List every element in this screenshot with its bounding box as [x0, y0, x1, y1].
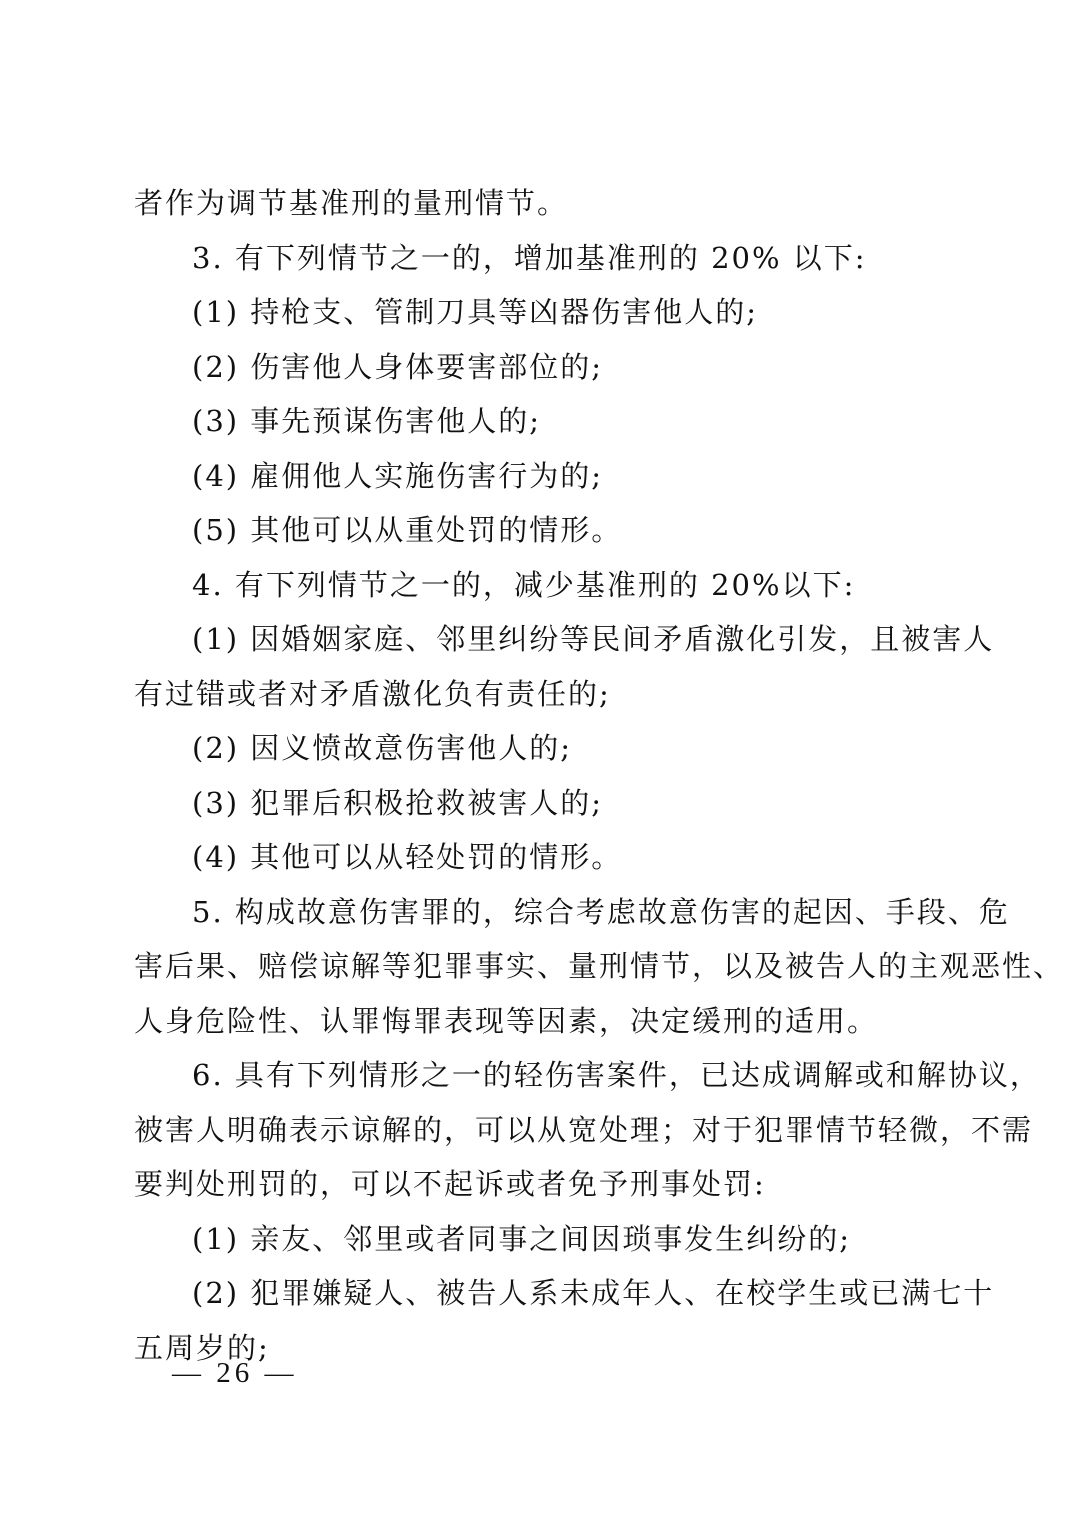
page-number: — 26 —: [172, 1357, 298, 1389]
text-line: 6. 具有下列情形之一的轻伤害案件，已达成调解或和解协议，: [192, 1058, 1041, 1092]
text-line: 4. 有下列情节之一的，减少基准刑的 20%以下:: [192, 567, 856, 602]
text-line: (2) 犯罪嫌疑人、被告人系未成年人、在校学生或已满七十: [192, 1276, 995, 1310]
text-line: 有过错或者对矛盾激化负有责任的;: [134, 676, 611, 711]
text-line: (5) 其他可以从重处罚的情形。: [192, 513, 623, 547]
document-body: [134, 176, 1065, 1375]
text-line: (1) 因婚姻家庭、邻里纠纷等民间矛盾激化引发，且被害人: [192, 622, 995, 656]
text-line: 被害人明确表示谅解的，可以从宽处理；对于犯罪情节轻微，不需: [134, 1112, 1034, 1147]
text-line: 五周岁的;: [134, 1330, 270, 1365]
text-line: 3. 有下列情节之一的，增加基准刑的 20% 以下:: [192, 240, 867, 275]
text-line: 者作为调节基准刑的量刑情节。: [134, 186, 569, 220]
text-line: (2) 伤害他人身体要害部位的;: [192, 349, 604, 384]
text-line: 人身危险性、认罪悔罪表现等因素，决定缓刑的适用。: [134, 1003, 879, 1038]
text-line: 5. 构成故意伤害罪的，综合考虑故意伤害的起因、手段、危: [192, 894, 1010, 929]
text-line: (1) 持枪支、管制刀具等凶器伤害他人的;: [192, 295, 759, 329]
text-line: (4) 其他可以从轻处罚的情形。: [192, 840, 623, 874]
text-line: 害后果、赔偿谅解等犯罪事实、量刑情节，以及被告人的主观恶性、: [134, 949, 1065, 983]
text-line: (4) 雇佣他人实施伤害行为的;: [192, 458, 604, 493]
text-line: 要判处刑罚的，可以不起诉或者免予刑事处罚:: [134, 1167, 766, 1201]
text-line: (1) 亲友、邻里或者同事之间因琐事发生纠纷的;: [192, 1221, 852, 1256]
text-line: (3) 事先预谋伤害他人的;: [192, 404, 542, 438]
text-line: (2) 因义愤故意伤害他人的;: [192, 731, 573, 765]
text-line: (3) 犯罪后积极抢救被害人的;: [192, 785, 604, 820]
